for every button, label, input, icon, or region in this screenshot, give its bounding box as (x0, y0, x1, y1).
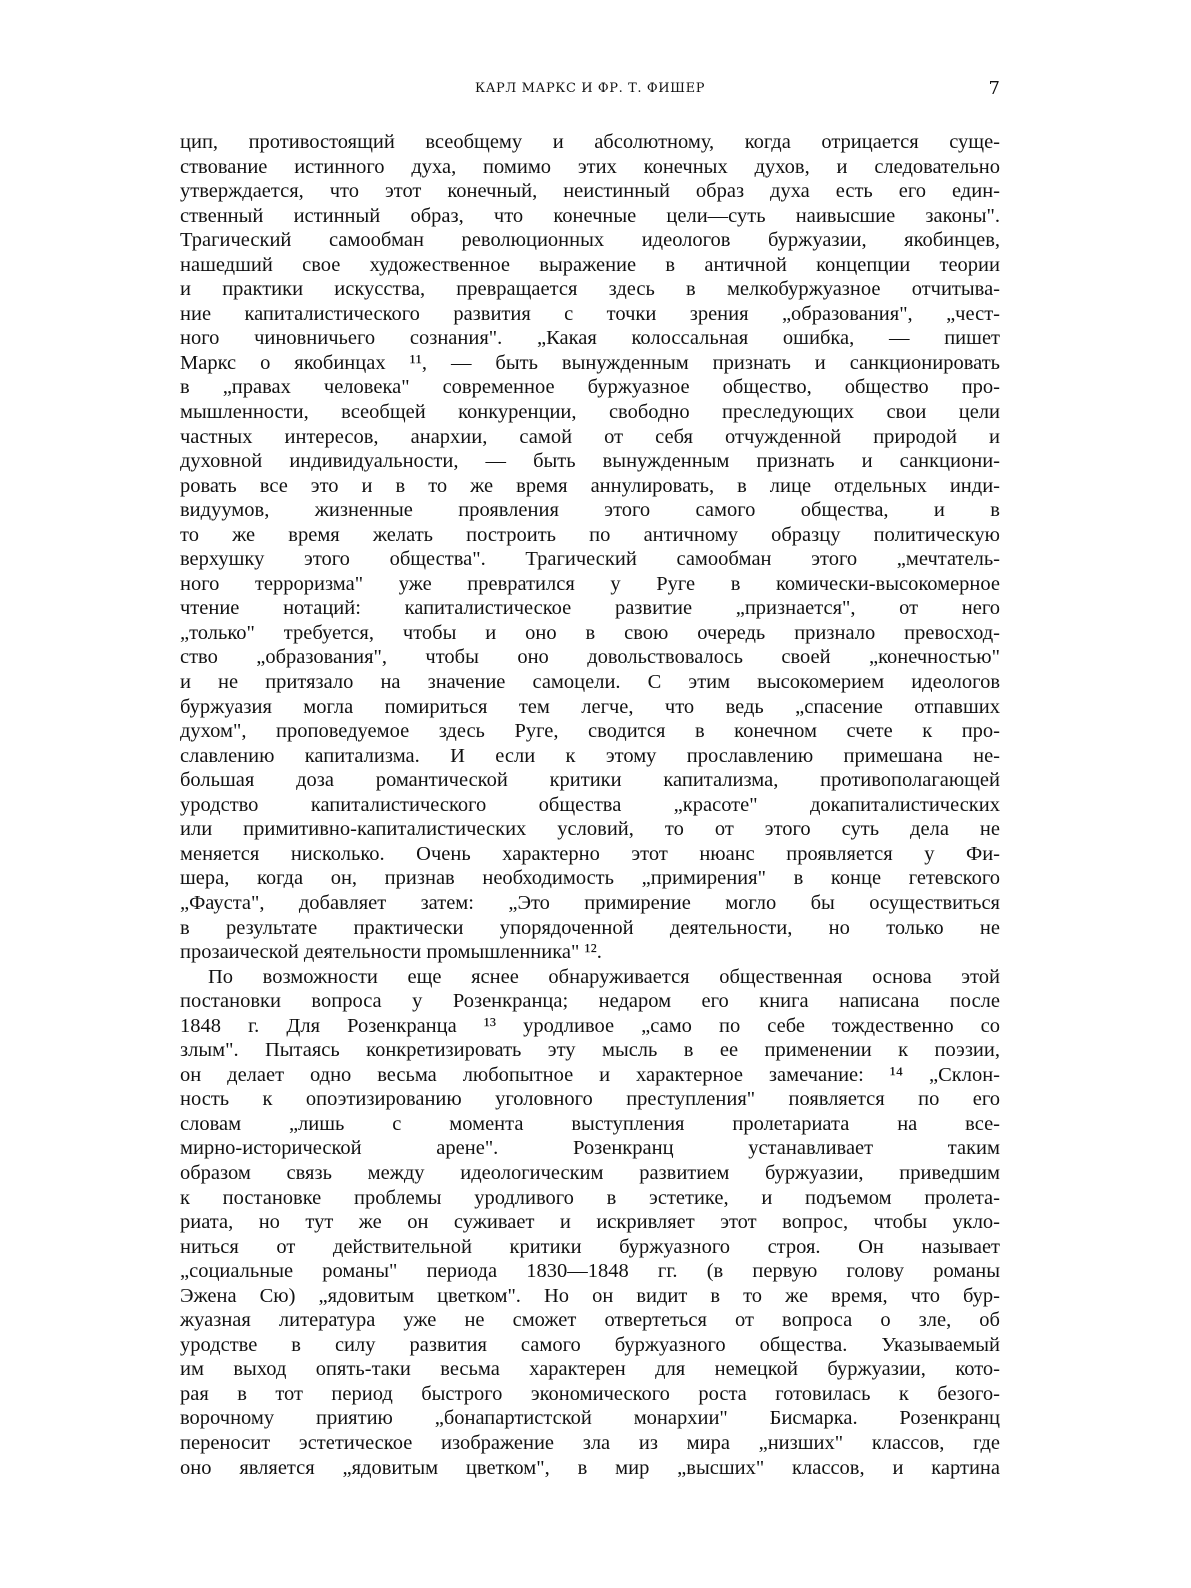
text-line: Маркс о якобинцах ¹¹, — быть вынужденным признать и санкционировать (180, 351, 1000, 374)
text-line: ниться от действительной критики буржуазного строя. Он называет (180, 1235, 1000, 1258)
text-line: духовной индивидуальности, — быть вынужденным признать и санкциони- (180, 450, 1000, 473)
text-line: Трагический самообман революционных идеологов буржуазии, якобинцев, (180, 229, 1000, 252)
text-line: ственный истинный образ, что конечные цели—суть наивысшие законы". (180, 204, 1000, 227)
text-line: цип, противостоящий всеобщему и абсолютному, когда отрицается суще- (180, 131, 1000, 153)
text-line: в результате практически упорядоченной деятельности, но только не (180, 916, 1000, 939)
text-line: шера, когда он, признав необходимость „примирения" в конце гетевского (180, 867, 1000, 890)
text-line: словам „лишь с момента выступления пролетариата на все- (180, 1112, 1000, 1135)
text-line: видуумов, жизненные проявления этого самого общества, и в (180, 499, 1000, 522)
body-text (180, 130, 1000, 1480)
text-line: жуазная литература уже не сможет отвертеться от вопроса о зле, об (180, 1309, 1000, 1332)
text-line: По возможности еще яснее обнаруживается общественная основа этой (208, 965, 1000, 988)
text-line: утверждается, что этот конечный, неистинный образ духа есть его един- (180, 180, 1000, 203)
text-line: переносит эстетическое изображение зла из мира „низших" классов, где (180, 1431, 1000, 1454)
text-line: мышленности, всеобщей конкуренции, свободно преследующих свои цели (180, 401, 1000, 424)
text-line: верхушку этого общества". Трагический самообман этого „мечтатель- (180, 548, 1000, 571)
text-line: чтение нотаций: капиталистическое развитие „признается", от него (180, 597, 1000, 620)
text-line: „Фауста", добавляет затем: „Это примирение могло бы осуществиться (180, 891, 1000, 914)
text-line: ствование истинного духа, помимо этих конечных духов, и следовательно (180, 155, 1000, 178)
text-line: он делает одно весьма любопытное и характерное замечание: ¹⁴ „Склон- (180, 1063, 1000, 1086)
text-line: прозаической деятельности промышленника" ¹². (180, 941, 602, 964)
text-line: Эжена Сю) „ядовитым цветком". Но он видит в то же время, что бур- (180, 1284, 1000, 1307)
page-number: 7 (988, 78, 1000, 99)
text-line: то же время желать построить по античному образцу политическую (180, 523, 1000, 546)
text-line: риата, но тут же он суживает и искривляет этот вопрос, чтобы укло- (180, 1211, 1000, 1234)
text-line: постановки вопроса у Розенкранца; недаром его книга написана после (180, 990, 1000, 1013)
text-line: оно является „ядовитым цветком", в мир „высших" классов, и картина (180, 1456, 1000, 1479)
text-line: к постановке проблемы уродливого в эстетике, и подъемом пролета- (180, 1186, 1000, 1209)
text-line: ние капиталистического развития с точки зрения „образования", „чест- (180, 302, 1000, 325)
text-line: частных интересов, анархии, самой от себя отчужденной природой и (180, 425, 1000, 448)
text-line: 1848 г. Для Розенкранца ¹³ уродливое „само по себе тождественно со (180, 1014, 1000, 1037)
text-line: ного чиновничьего сознания". „Какая колоссальная ошибка, — пишет (180, 327, 1000, 350)
text-line: и не притязало на значение самоцели. С этим высокомерием идеологов (180, 671, 1000, 694)
text-line: „социальные романы" периода 1830—1848 гг. (в первую голову романы (180, 1260, 1000, 1283)
text-line: ровать все это и в то же время аннулировать, в лице отдельных инди- (180, 474, 1000, 497)
text-line: ворочному приятию „бонапартистской монархии" Бисмарка. Розенкранц (180, 1407, 1000, 1430)
text-line: злым". Пытаясь конкретизировать эту мысль в ее применении к поэзии, (180, 1039, 1000, 1062)
text-line: мирно-исторической арене". Розенкранц устанавливает таким (180, 1137, 1000, 1160)
text-line: уродстве в силу развития самого буржуазного общества. Указываемый (180, 1333, 1000, 1356)
text-line: ного терроризма" уже превратился у Руге в комически-высокомерное (180, 572, 1000, 595)
text-line: уродство капиталистического общества „красоте" докапиталистических (180, 793, 1000, 816)
text-line: или примитивно-капиталистических условий, то от этого суть дела не (180, 818, 1000, 841)
text-line: им выход опять-таки весьма характерен для немецкой буржуазии, кото- (180, 1358, 1000, 1381)
text-line: ность к опоэтизированию уголовного преступления" появляется по его (180, 1088, 1000, 1111)
running-title: КАРЛ МАРКС И ФР. Т. ФИШЕР (474, 81, 706, 96)
text-line: большая доза романтической критики капитализма, противополагающей (180, 769, 1000, 792)
text-line: меняется нисколько. Очень характерно этот нюанс проявляется у Фи- (180, 842, 1000, 865)
text-line: и практики искусства, превращается здесь в мелкобуржуазное отчитыва- (180, 278, 1000, 301)
text-line: „только" требуется, чтобы и оно в свою очередь признало превосход- (180, 621, 1000, 644)
text-line: буржуазия могла помириться тем легче, что ведь „спасение отпавших (180, 695, 1000, 718)
text-line: ство „образования", чтобы оно довольствовалось своей „конечностью" (180, 646, 1000, 669)
text-line: духом", проповедуемое здесь Руге, сводится в конечном счете к про- (180, 720, 1000, 743)
text-line: нашедший свое художественное выражение в античной концепции теории (180, 253, 1000, 276)
text-line: образом связь между идеологическим развитием буржуазии, приведшим (180, 1161, 1000, 1184)
text-line: рая в тот период быстрого экономического роста готовилась к безого- (180, 1382, 1000, 1405)
text-line: в „правах человека" современное буржуазное общество, общество про- (180, 376, 1000, 399)
text-line: славлению капитализма. И если к этому прославлению примешана не- (180, 744, 1000, 767)
running-header (180, 78, 1000, 104)
